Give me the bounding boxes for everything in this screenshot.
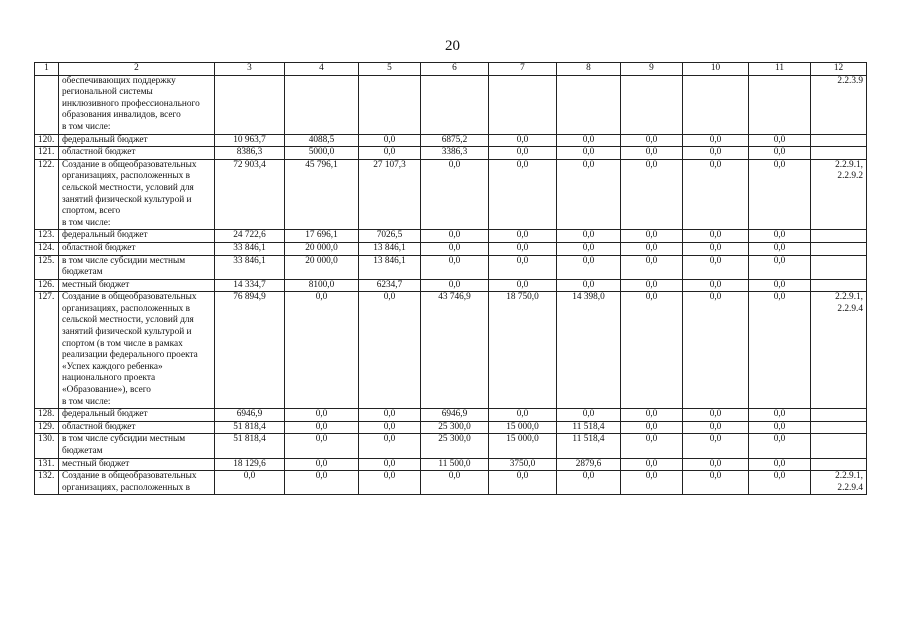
- table-row: [35, 255, 867, 279]
- value-cell: 33 846,1: [215, 242, 285, 255]
- table-row: [35, 159, 867, 230]
- value-cell: 0,0: [215, 471, 285, 495]
- value-cell: 0,0: [621, 421, 683, 434]
- value-cell: 0,0: [557, 242, 621, 255]
- column-header: 3: [215, 63, 285, 76]
- table-body: [35, 75, 867, 495]
- value-cell: 0,0: [489, 230, 557, 243]
- column-header: 1: [35, 63, 59, 76]
- reference-cell: [811, 421, 867, 434]
- value-cell: 18 750,0: [489, 292, 557, 409]
- column-header: 10: [683, 63, 749, 76]
- value-cell: 0,0: [683, 230, 749, 243]
- column-header: 4: [285, 63, 359, 76]
- reference-cell: [811, 147, 867, 160]
- value-cell: 11 500,0: [421, 458, 489, 471]
- value-cell: 3750,0: [489, 458, 557, 471]
- row-name: Создание в общеобразовательных организациях, расположенных в: [59, 471, 215, 495]
- table-row: [35, 147, 867, 160]
- value-cell: 0,0: [285, 471, 359, 495]
- value-cell: 0,0: [557, 230, 621, 243]
- value-cell: 15 000,0: [489, 434, 557, 458]
- value-cell: [359, 75, 421, 134]
- value-cell: 0,0: [285, 409, 359, 422]
- value-cell: 0,0: [683, 242, 749, 255]
- row-number: 127.: [35, 292, 59, 409]
- reference-cell: [811, 242, 867, 255]
- page-number: 20: [445, 38, 460, 54]
- value-cell: 20 000,0: [285, 255, 359, 279]
- row-name: федеральный бюджет: [59, 230, 215, 243]
- value-cell: 0,0: [683, 434, 749, 458]
- value-cell: 27 107,3: [359, 159, 421, 230]
- table-row: [35, 75, 867, 134]
- value-cell: 0,0: [683, 279, 749, 292]
- value-cell: 6875,2: [421, 134, 489, 147]
- value-cell: 0,0: [489, 471, 557, 495]
- table-row: [35, 279, 867, 292]
- value-cell: 14 334,7: [215, 279, 285, 292]
- value-cell: 3386,3: [421, 147, 489, 160]
- value-cell: 10 963,7: [215, 134, 285, 147]
- value-cell: 0,0: [683, 471, 749, 495]
- value-cell: 0,0: [621, 471, 683, 495]
- value-cell: 0,0: [421, 279, 489, 292]
- reference-cell: [811, 230, 867, 243]
- row-name: местный бюджет: [59, 458, 215, 471]
- value-cell: 0,0: [683, 159, 749, 230]
- value-cell: 0,0: [621, 147, 683, 160]
- row-name: местный бюджет: [59, 279, 215, 292]
- table-row: [35, 421, 867, 434]
- value-cell: 20 000,0: [285, 242, 359, 255]
- row-number: 122.: [35, 159, 59, 230]
- value-cell: 0,0: [359, 434, 421, 458]
- row-number: 132.: [35, 471, 59, 495]
- column-header: 8: [557, 63, 621, 76]
- row-number: 130.: [35, 434, 59, 458]
- table-row: [35, 471, 867, 495]
- reference-cell: 2.2.9.1, 2.2.9.4: [811, 292, 867, 409]
- value-cell: 0,0: [749, 471, 811, 495]
- value-cell: 0,0: [489, 134, 557, 147]
- row-name: федеральный бюджет: [59, 134, 215, 147]
- value-cell: 43 746,9: [421, 292, 489, 409]
- value-cell: 0,0: [557, 409, 621, 422]
- value-cell: 25 300,0: [421, 421, 489, 434]
- row-name: областной бюджет: [59, 421, 215, 434]
- reference-cell: [811, 255, 867, 279]
- reference-cell: [811, 458, 867, 471]
- value-cell: 6234,7: [359, 279, 421, 292]
- value-cell: 0,0: [621, 292, 683, 409]
- value-cell: 51 818,4: [215, 434, 285, 458]
- value-cell: [557, 75, 621, 134]
- value-cell: 0,0: [749, 147, 811, 160]
- value-cell: 4088,5: [285, 134, 359, 147]
- row-name: федеральный бюджет: [59, 409, 215, 422]
- value-cell: 0,0: [621, 434, 683, 458]
- column-header: 9: [621, 63, 683, 76]
- value-cell: 0,0: [749, 421, 811, 434]
- value-cell: 0,0: [557, 147, 621, 160]
- value-cell: 0,0: [557, 279, 621, 292]
- reference-cell: 2.2.9.1, 2.2.9.4: [811, 471, 867, 495]
- value-cell: 0,0: [421, 255, 489, 279]
- value-cell: 0,0: [359, 409, 421, 422]
- value-cell: 0,0: [557, 255, 621, 279]
- value-cell: 0,0: [285, 458, 359, 471]
- value-cell: 0,0: [421, 159, 489, 230]
- budget-table: [34, 62, 867, 495]
- value-cell: 0,0: [489, 159, 557, 230]
- column-header: 2: [59, 63, 215, 76]
- value-cell: 0,0: [749, 409, 811, 422]
- row-name: Создание в общеобразовательных организациях, расположенных в сельской местности, условий для занятий физической культурой и спортом (в том числе в рамках реализации федерального проекта «Успех каждого ребенка» национального проекта «Образование»), всего в том числе:: [59, 292, 215, 409]
- value-cell: [621, 75, 683, 134]
- value-cell: 0,0: [683, 458, 749, 471]
- value-cell: 0,0: [621, 159, 683, 230]
- value-cell: 0,0: [285, 421, 359, 434]
- value-cell: 33 846,1: [215, 255, 285, 279]
- row-name: в том числе субсидии местным бюджетам: [59, 434, 215, 458]
- value-cell: 0,0: [621, 255, 683, 279]
- value-cell: 0,0: [621, 230, 683, 243]
- value-cell: 0,0: [683, 147, 749, 160]
- value-cell: 0,0: [749, 458, 811, 471]
- value-cell: 5000,0: [285, 147, 359, 160]
- table-row: [35, 409, 867, 422]
- value-cell: 0,0: [285, 434, 359, 458]
- reference-cell: [811, 409, 867, 422]
- value-cell: [285, 75, 359, 134]
- value-cell: 14 398,0: [557, 292, 621, 409]
- table-row: [35, 134, 867, 147]
- value-cell: 0,0: [621, 279, 683, 292]
- value-cell: [749, 75, 811, 134]
- value-cell: 11 518,4: [557, 434, 621, 458]
- value-cell: 2879,6: [557, 458, 621, 471]
- reference-cell: 2.2.9.1, 2.2.9.2: [811, 159, 867, 230]
- value-cell: 0,0: [489, 242, 557, 255]
- header-row: [35, 63, 867, 76]
- value-cell: 0,0: [683, 409, 749, 422]
- row-number: 125.: [35, 255, 59, 279]
- value-cell: 0,0: [489, 279, 557, 292]
- value-cell: 25 300,0: [421, 434, 489, 458]
- value-cell: 0,0: [621, 458, 683, 471]
- value-cell: 0,0: [489, 147, 557, 160]
- value-cell: 6946,9: [215, 409, 285, 422]
- row-name: областной бюджет: [59, 147, 215, 160]
- value-cell: 0,0: [359, 471, 421, 495]
- value-cell: 18 129,6: [215, 458, 285, 471]
- value-cell: 0,0: [359, 147, 421, 160]
- value-cell: 0,0: [683, 421, 749, 434]
- reference-cell: 2.2.3.9: [811, 75, 867, 134]
- value-cell: 0,0: [557, 471, 621, 495]
- value-cell: [421, 75, 489, 134]
- value-cell: 0,0: [557, 134, 621, 147]
- value-cell: 11 518,4: [557, 421, 621, 434]
- value-cell: 8386,3: [215, 147, 285, 160]
- value-cell: 72 903,4: [215, 159, 285, 230]
- reference-cell: [811, 279, 867, 292]
- value-cell: [489, 75, 557, 134]
- value-cell: 24 722,6: [215, 230, 285, 243]
- value-cell: 0,0: [749, 134, 811, 147]
- value-cell: 0,0: [359, 292, 421, 409]
- column-header: 11: [749, 63, 811, 76]
- value-cell: 0,0: [683, 255, 749, 279]
- row-name: в том числе субсидии местным бюджетам: [59, 255, 215, 279]
- value-cell: 0,0: [683, 134, 749, 147]
- value-cell: 0,0: [749, 255, 811, 279]
- row-number: 126.: [35, 279, 59, 292]
- row-name: областной бюджет: [59, 242, 215, 255]
- row-number: 124.: [35, 242, 59, 255]
- column-header: 12: [811, 63, 867, 76]
- value-cell: 0,0: [421, 242, 489, 255]
- value-cell: 0,0: [749, 159, 811, 230]
- value-cell: 51 818,4: [215, 421, 285, 434]
- value-cell: 0,0: [683, 292, 749, 409]
- row-number: 123.: [35, 230, 59, 243]
- value-cell: 0,0: [285, 292, 359, 409]
- value-cell: 76 894,9: [215, 292, 285, 409]
- value-cell: 0,0: [557, 159, 621, 230]
- value-cell: 13 846,1: [359, 242, 421, 255]
- value-cell: 15 000,0: [489, 421, 557, 434]
- row-number: 120.: [35, 134, 59, 147]
- value-cell: 0,0: [359, 458, 421, 471]
- value-cell: 0,0: [749, 292, 811, 409]
- row-number: 129.: [35, 421, 59, 434]
- value-cell: [683, 75, 749, 134]
- row-name: обеспечивающих поддержку региональной системы инклюзивного профессионального образования инвалидов, всего в том числе:: [59, 75, 215, 134]
- value-cell: 0,0: [421, 471, 489, 495]
- row-number: 128.: [35, 409, 59, 422]
- value-cell: 0,0: [489, 255, 557, 279]
- value-cell: 0,0: [749, 242, 811, 255]
- value-cell: 17 696,1: [285, 230, 359, 243]
- value-cell: 8100,0: [285, 279, 359, 292]
- value-cell: [215, 75, 285, 134]
- value-cell: 0,0: [621, 134, 683, 147]
- value-cell: 0,0: [359, 134, 421, 147]
- value-cell: 7026,5: [359, 230, 421, 243]
- row-number: [35, 75, 59, 134]
- value-cell: 6946,9: [421, 409, 489, 422]
- column-header: 6: [421, 63, 489, 76]
- reference-cell: [811, 434, 867, 458]
- row-name: Создание в общеобразовательных организациях, расположенных в сельской местности, условий для занятий физической культурой и спортом, всего в том числе:: [59, 159, 215, 230]
- value-cell: 45 796,1: [285, 159, 359, 230]
- table-row: [35, 458, 867, 471]
- table-row: [35, 292, 867, 409]
- value-cell: 0,0: [749, 434, 811, 458]
- row-number: 121.: [35, 147, 59, 160]
- table-row: [35, 434, 867, 458]
- value-cell: 0,0: [621, 242, 683, 255]
- value-cell: 13 846,1: [359, 255, 421, 279]
- table-row: [35, 242, 867, 255]
- value-cell: 0,0: [621, 409, 683, 422]
- column-header: 5: [359, 63, 421, 76]
- column-header: 7: [489, 63, 557, 76]
- table-row: [35, 230, 867, 243]
- value-cell: 0,0: [489, 409, 557, 422]
- row-number: 131.: [35, 458, 59, 471]
- reference-cell: [811, 134, 867, 147]
- value-cell: 0,0: [749, 230, 811, 243]
- value-cell: 0,0: [749, 279, 811, 292]
- value-cell: 0,0: [421, 230, 489, 243]
- value-cell: 0,0: [359, 421, 421, 434]
